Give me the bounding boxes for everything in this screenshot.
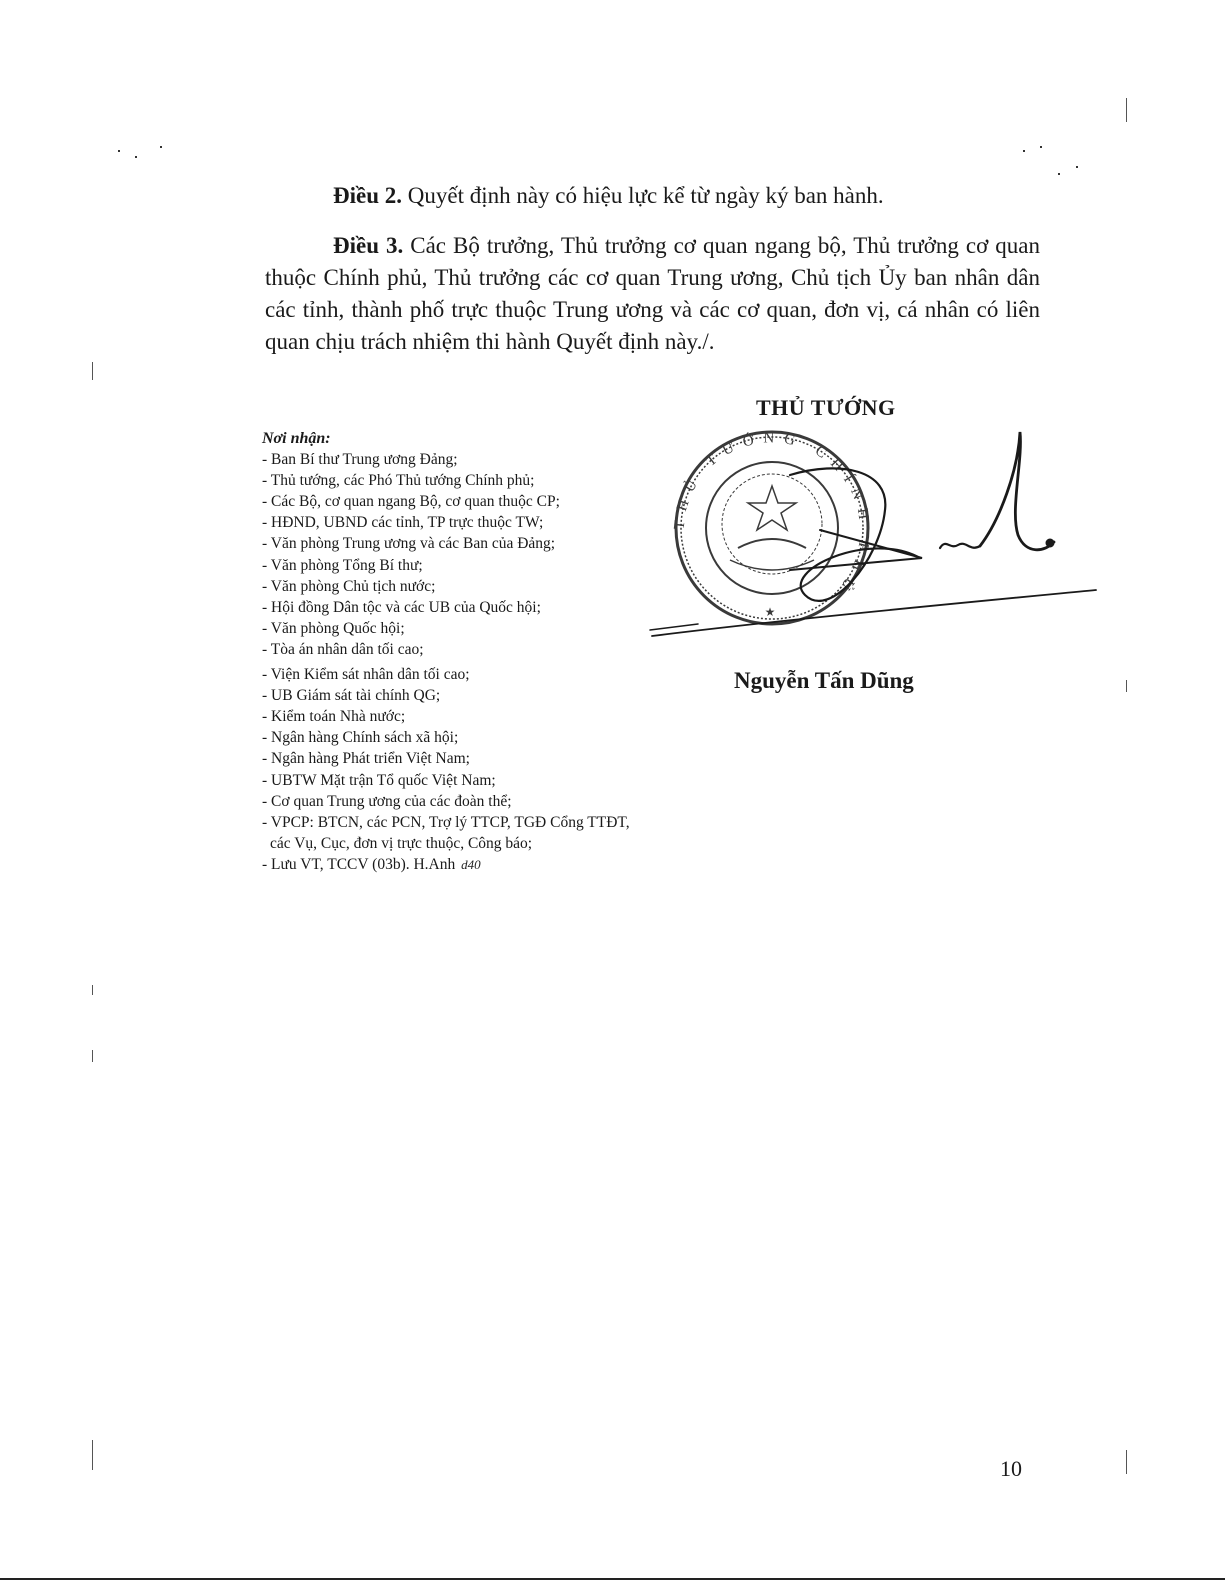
scan-edge-mark bbox=[92, 1050, 93, 1062]
recipient-item: - Cơ quan Trung ương của các đoàn thể; bbox=[262, 792, 512, 810]
scan-edge-mark bbox=[92, 1440, 93, 1470]
recipient-item: - Thủ tướng, các Phó Thủ tướng Chính phủ; bbox=[262, 472, 535, 490]
recipient-item: - Văn phòng Quốc hội; bbox=[262, 619, 405, 637]
scan-edge-mark bbox=[92, 362, 93, 380]
scan-speck bbox=[1058, 173, 1060, 175]
signature-underline bbox=[650, 624, 698, 630]
article-2-label: Điều 2. bbox=[333, 183, 402, 208]
page-bottom-edge bbox=[0, 1578, 1225, 1580]
recipient-item: - UBTW Mặt trận Tổ quốc Việt Nam; bbox=[262, 771, 496, 789]
recipient-item: - Văn phòng Tổng Bí thư; bbox=[262, 556, 423, 574]
recipient-item: - Văn phòng Trung ương và các Ban của Đảng; bbox=[262, 535, 556, 553]
seal-text bbox=[672, 430, 873, 601]
star-icon bbox=[748, 486, 796, 530]
scan-speck bbox=[1076, 166, 1078, 168]
signature-stroke bbox=[790, 468, 920, 600]
article-3-paragraph bbox=[265, 230, 1040, 358]
signature-dot bbox=[1046, 539, 1054, 547]
recipient-item: - HĐND, UBND các tỉnh, TP trực thuộc TW; bbox=[262, 514, 544, 532]
scan-speck bbox=[135, 156, 137, 158]
handwritten-initials: d40 bbox=[461, 856, 481, 872]
emblem-circle bbox=[722, 474, 822, 574]
signature-stroke bbox=[940, 544, 980, 548]
scan-speck bbox=[160, 146, 162, 148]
scan-edge-mark bbox=[1126, 1450, 1127, 1474]
recipient-item: - Hội đồng Dân tộc và các UB của Quốc hội; bbox=[262, 598, 541, 616]
recipient-item: - Tòa án nhân dân tối cao; bbox=[262, 640, 424, 658]
article-3-label: Điều 3. bbox=[333, 233, 404, 258]
page-number: 10 bbox=[1000, 1456, 1022, 1481]
recipient-item-last bbox=[262, 854, 782, 875]
recipients-heading: Nơi nhận: bbox=[262, 430, 331, 447]
seal-and-signature bbox=[640, 420, 1110, 645]
recipient-item-text: - Lưu VT, TCCV (03b). H.Anh bbox=[262, 855, 456, 873]
scan-speck bbox=[1023, 150, 1025, 152]
seal-star-icon: ★ bbox=[764, 605, 776, 619]
recipient-item: - Văn phòng Chủ tịch nước; bbox=[262, 577, 436, 595]
recipient-item: - Ban Bí thư Trung ương Đảng; bbox=[262, 451, 458, 469]
article-2-paragraph bbox=[265, 180, 1045, 212]
recipient-item-continuation: các Vụ, Cục, đơn vị trực thuộc, Công báo; bbox=[270, 834, 533, 852]
scan-edge-mark bbox=[1126, 98, 1127, 122]
seal-text-path: THỦ TƯỚNG CHÍNH PHỦ bbox=[671, 430, 873, 600]
signer-title: THỦ TƯỚNG bbox=[756, 395, 896, 420]
seal-inner-ring bbox=[706, 462, 838, 594]
emblem-cog-icon bbox=[738, 539, 806, 548]
article-3-text: Các Bộ trưởng, Thủ trưởng cơ quan ngang bộ, Thủ trưởng cơ quan thuộc Chính phủ, Thủ trưởng các cơ quan Trung ương, Chủ tịch Ủy ban nhân dân các tỉnh, thành phố trực thuộc Trung ương và các cơ quan, đơn vị, cá nhân có liên quan chịu trách nhiệm thi hành Quyết định này./. bbox=[265, 233, 1040, 354]
signer-name: Nguyễn Tấn Dũng bbox=[734, 668, 914, 693]
recipient-item: - Kiểm toán Nhà nước; bbox=[262, 708, 406, 726]
recipient-item: - Các Bộ, cơ quan ngang Bộ, cơ quan thuộc CP; bbox=[262, 493, 560, 511]
recipient-item: - UB Giám sát tài chính QG; bbox=[262, 687, 441, 705]
scan-edge-mark bbox=[92, 985, 93, 995]
scan-edge-mark bbox=[1126, 680, 1127, 692]
signature-underline bbox=[652, 590, 1096, 636]
recipient-item: - VPCP: BTCN, các PCN, Trợ lý TTCP, TGĐ Cổng TTĐT, bbox=[262, 813, 630, 831]
article-2-text: Quyết định này có hiệu lực kể từ ngày ký ban hành. bbox=[402, 183, 884, 208]
recipient-item: - Ngân hàng Phát triển Việt Nam; bbox=[262, 750, 470, 768]
signature-stroke bbox=[980, 432, 1054, 550]
scan-speck bbox=[1040, 146, 1042, 148]
scan-speck bbox=[118, 150, 120, 152]
recipient-item: - Viện Kiểm sát nhân dân tối cao; bbox=[262, 666, 470, 684]
recipient-item: - Ngân hàng Chính sách xã hội; bbox=[262, 729, 459, 747]
